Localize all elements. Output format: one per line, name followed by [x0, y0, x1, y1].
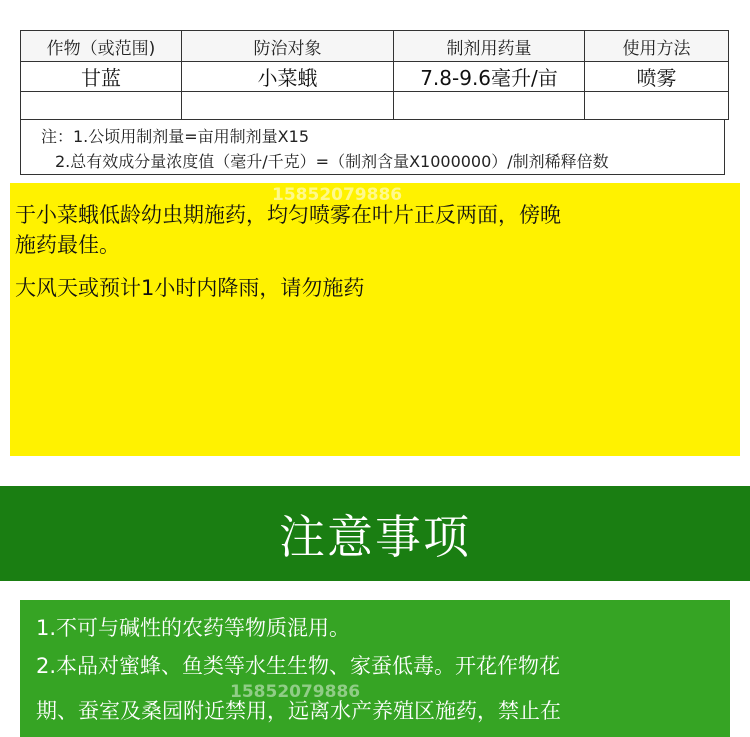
instruction-line: 大风天或预计1小时内降雨，请勿施药 [15, 276, 365, 300]
header-target-pest: 防治对象 [182, 31, 394, 62]
precautions-box [20, 600, 730, 737]
header-crop: 作物（或范围) [21, 31, 182, 62]
table-row-empty [21, 92, 729, 120]
empty-cell [182, 92, 394, 120]
cell-method: 喷雾 [585, 62, 729, 92]
table-header-row [21, 31, 729, 62]
precaution-line: 期、蚕室及桑园附近禁用，远离水产养殖区施药，禁止在 [36, 699, 561, 723]
dosage-table-section [20, 30, 728, 175]
watermark-phone: 15852079886 [230, 682, 361, 702]
cell-target-pest: 小菜蛾 [182, 62, 394, 92]
note-line-2: 2.总有效成分量浓度值（毫升/千克）=（制剂含量X1000000）/制剂稀释倍数 [55, 152, 609, 171]
header-dosage: 制剂用药量 [394, 31, 585, 62]
empty-cell [585, 92, 729, 120]
precautions-heading-band [0, 486, 750, 581]
instruction-line: 于小菜蛾低龄幼虫期施药，均匀喷雾在叶片正反两面，傍晚 [15, 203, 561, 227]
cell-dosage: 7.8-9.6毫升/亩 [394, 62, 585, 92]
table-row [21, 62, 729, 92]
empty-cell [394, 92, 585, 120]
precaution-line: 2.本品对蜜蜂、鱼类等水生生物、家蚕低毒。开花作物花 [36, 654, 561, 678]
watermark-phone: 15852079886 [272, 185, 403, 205]
usage-instructions-box [10, 183, 740, 456]
table-notes [20, 120, 725, 175]
note-line-1: 注：1.公顷用制剂量=亩用制剂量X15 [41, 127, 309, 146]
cell-crop: 甘蓝 [21, 62, 182, 92]
instruction-line: 施药最佳。 [15, 233, 120, 257]
header-method: 使用方法 [585, 31, 729, 62]
empty-cell [21, 92, 182, 120]
dosage-table [20, 30, 729, 120]
precaution-line: 1.不可与碱性的农药等物质混用。 [36, 616, 351, 640]
precautions-heading: 注意事项 [279, 509, 471, 564]
